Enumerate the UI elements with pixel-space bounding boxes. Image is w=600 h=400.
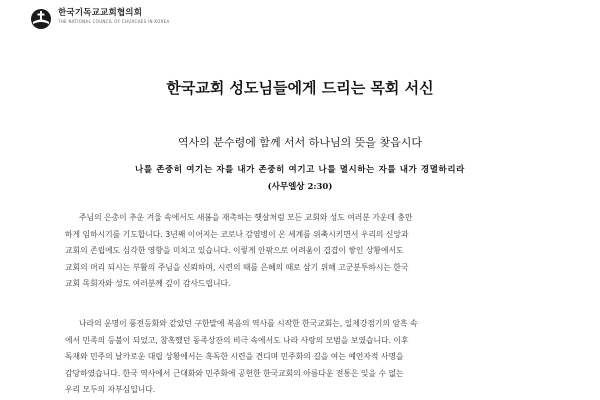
paragraph-line: 주님의 은총이 추운 겨울 속에서도 새봄을 재촉하는 햇살처럼 모든 교회와 성도 여러분 가운데 충만 (79, 213, 413, 222)
paragraph-line: 하게 임하시기를 기도합니다. 3년째 이어지는 코로나 감염병이 온 세계를 위축시키면서 우리의 신앙과 (65, 229, 409, 239)
org-subtitle: THE NATIONAL COUNCIL OF CHURCHES IN KOREA (58, 19, 170, 24)
paragraph-line: 에서 민족의 등불이 되었고, 참혹했던 동족상잔의 비극 속에서도 나라 사랑의 모범을 보였습니다. 이후 (65, 335, 409, 345)
document-title: 한국교회 성도님들에게 드리는 목회 서신 (166, 79, 434, 97)
paragraph-2 (65, 316, 545, 399)
paragraph-line: 교회의 머리 되시는 부활의 주님을 신뢰하며, 시련의 때를 은혜의 때로 삼기 위해 고군분투하시는 한국 (65, 262, 409, 272)
paragraph-line: 독재와 민주의 날카로운 대립 상황에서는 혹독한 시련을 견디며 민주화의 길을 여는 예언자적 사명을 (65, 352, 404, 361)
document-header (30, 8, 170, 30)
document-subtitle: 역사의 분수령에 함께 서서 하나님의 뜻을 찾읍시다 (177, 136, 423, 149)
paragraph-line: 감당하였습니다. 한국 역사에서 근대화와 민주화에 공헌한 한국교회의 아름다운 전통은 잊을 수 없는 (65, 368, 404, 378)
paragraph-line: 나라의 운명이 풍전등화와 같았던 구한말에 복음의 역사를 시작한 한국교회는, 일제강점기의 암흑 속 (79, 319, 418, 328)
paragraph-line: 교회의 존립에도 심각한 영향을 미치고 있습니다. 이렇게 안팎으로 어려움이 겹겹이 쌓인 상황에서도 (65, 246, 404, 255)
church-council-logo-icon (30, 8, 52, 30)
org-name: 한국기독교교회협의회 (58, 8, 143, 18)
paragraph-line: 교회 목회자와 성도 여러분께 깊이 감사드립니다. (65, 279, 231, 288)
paragraph-1 (65, 210, 545, 293)
scripture-verse: 나를 존중히 여기는 자를 내가 존중히 여기고 나를 멸시하는 자를 내가 경멸하리라 (135, 165, 465, 175)
paragraph-line: 우리 모두의 자부심입니다. (65, 385, 156, 394)
scripture-reference: (사무엘상 2:30) (267, 182, 333, 192)
